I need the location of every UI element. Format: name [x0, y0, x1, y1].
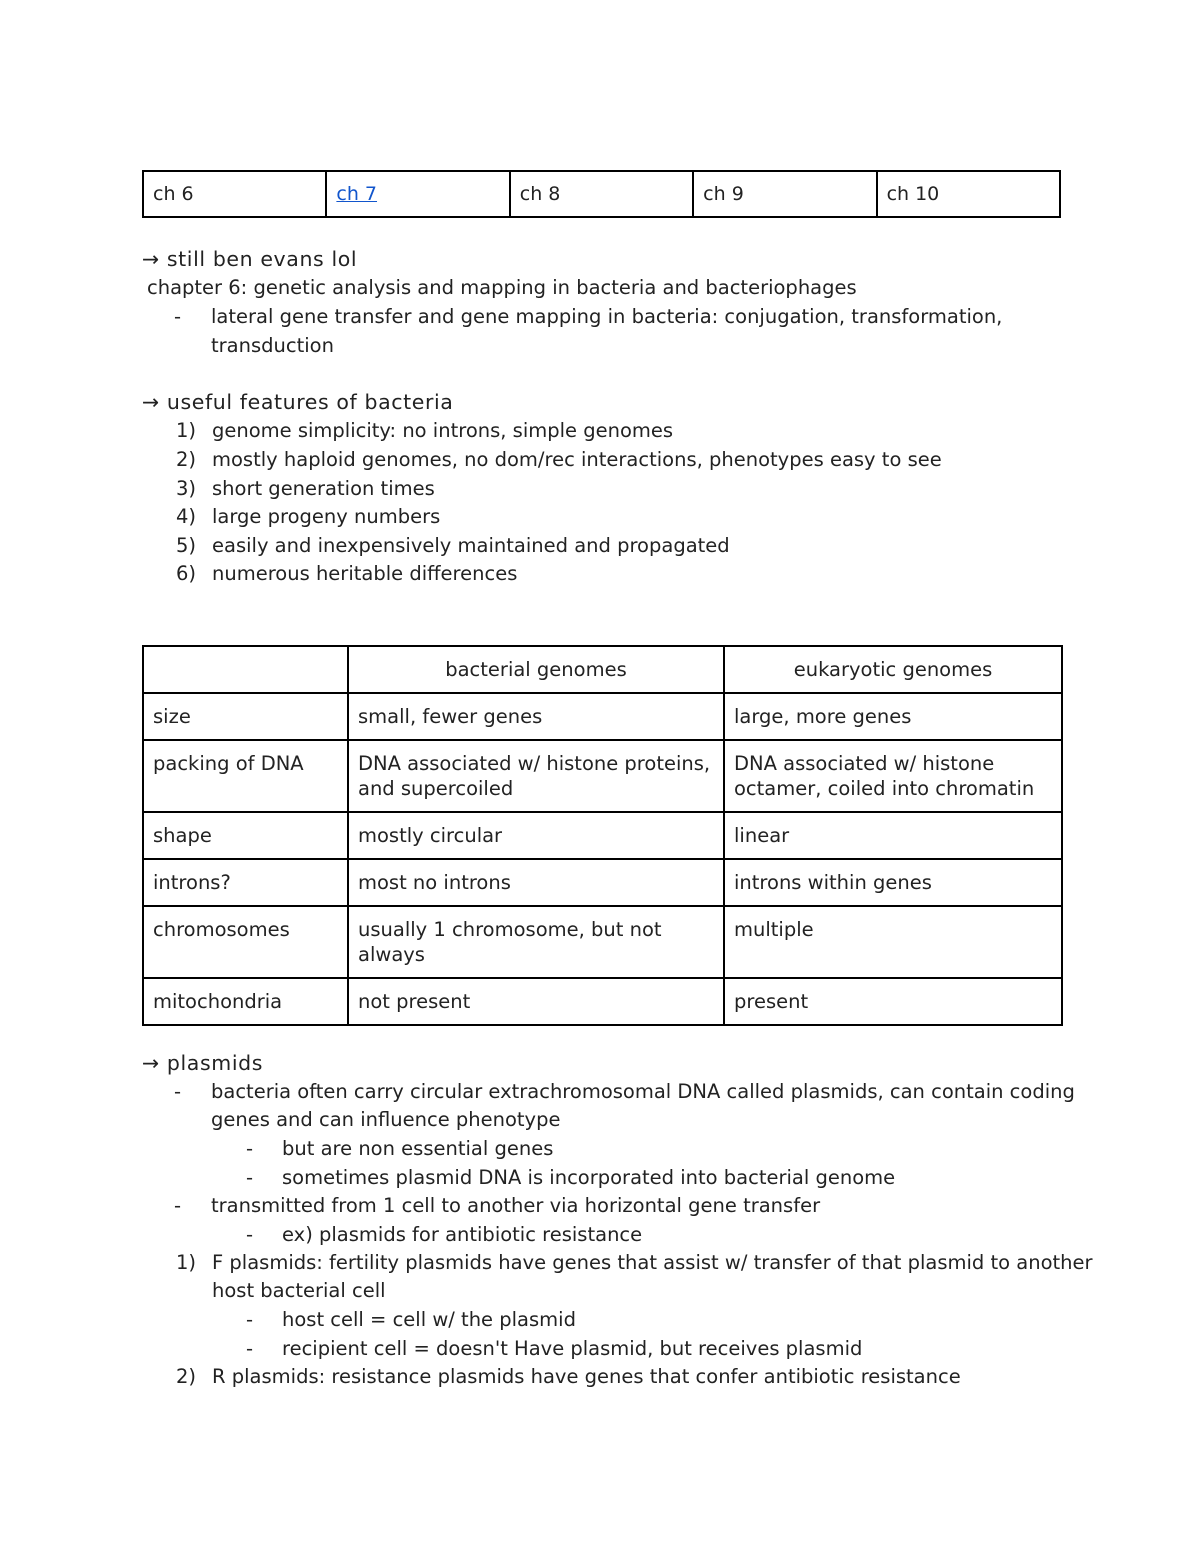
bullet-marker: - [246, 1223, 254, 1246]
table-row [143, 978, 1062, 1025]
plasmid-sub-bullet: host cell = cell w/ the plasmid [282, 1308, 576, 1331]
plasmid-sub-bullet: but are non essential genes [282, 1137, 554, 1160]
r-plasmid-line: R plasmids: resistance plasmids have genes that confer antibiotic resistance [212, 1365, 961, 1388]
f-plasmid-line1: F plasmids: fertility plasmids have genes that assist w/ transfer of that plasmid to another [212, 1251, 1093, 1274]
chapter-label: ch 9 [703, 183, 744, 205]
bullet-marker: - [174, 1080, 182, 1103]
table-row [143, 859, 1062, 906]
bullet-marker: - [174, 305, 182, 328]
plasmid-sub-bullet: ex) plasmids for antibiotic resistance [282, 1223, 643, 1246]
bacterial-cell: mostly circular [348, 812, 724, 859]
bullet-marker: - [174, 1194, 182, 1217]
row-label: mitochondria [143, 978, 348, 1025]
table-row [143, 906, 1062, 978]
chapter-label: ch 8 [519, 183, 561, 205]
chapter-link-ch7[interactable]: ch 7 [336, 183, 378, 205]
chapter-nav-cell-ch10 [877, 171, 1060, 217]
bullet-marker: - [246, 1137, 254, 1160]
intro-heading: → still ben evans lol [142, 247, 358, 271]
feature-item: genome simplicity: no introns, simple genomes [212, 419, 674, 442]
bacterial-cell: most no introns [348, 859, 724, 906]
features-heading: → useful features of bacteria [142, 390, 454, 414]
table-row [143, 812, 1062, 859]
plasmid-bullet1-line1: bacteria often carry circular extrachromosomal DNA called plasmids, can contain coding [211, 1080, 1075, 1103]
chapter-nav-table [142, 170, 1061, 218]
row-label: shape [143, 812, 348, 859]
chapter-label: ch 6 [153, 183, 194, 205]
chapter-nav-row [143, 171, 1060, 217]
list-number: 2) [176, 448, 197, 471]
chapter-nav-cell-ch6 [143, 171, 326, 217]
feature-item: mostly haploid genomes, no dom/rec interactions, phenotypes easy to see [212, 448, 942, 471]
bacterial-cell: not present [348, 978, 724, 1025]
feature-item: numerous heritable differences [212, 562, 518, 585]
chapter-title-line: chapter 6: genetic analysis and mapping in bacteria and bacteriophages [147, 276, 857, 299]
plasmid-bullet1-line2: genes and can influence phenotype [211, 1108, 561, 1131]
bacterial-cell: small, fewer genes [348, 693, 724, 740]
table-row [143, 740, 1062, 812]
chapter-nav-cell-ch8 [510, 171, 693, 217]
row-label: packing of DNA [143, 740, 348, 812]
table-header-row [143, 646, 1062, 693]
eukaryotic-cell: large, more genes [724, 693, 1062, 740]
chapter-nav-cell-ch7[interactable] [326, 171, 509, 217]
eukaryotic-cell: introns within genes [724, 859, 1062, 906]
table-header-bacterial: bacterial genomes [348, 646, 724, 693]
plasmids-heading: → plasmids [142, 1051, 264, 1075]
plasmid-sub-bullet: sometimes plasmid DNA is incorporated into bacterial genome [282, 1166, 896, 1189]
list-number: 2) [176, 1365, 197, 1388]
list-number: 3) [176, 477, 197, 500]
eukaryotic-cell: linear [724, 812, 1062, 859]
list-number: 1) [176, 419, 197, 442]
plasmid-bullet2: transmitted from 1 cell to another via horizontal gene transfer [211, 1194, 821, 1217]
table-header-empty [143, 646, 348, 693]
table-header-eukaryotic: eukaryotic genomes [724, 646, 1062, 693]
f-plasmid-line2: host bacterial cell [212, 1279, 386, 1302]
eukaryotic-cell: present [724, 978, 1062, 1025]
list-number: 4) [176, 505, 197, 528]
bacterial-cell: usually 1 chromosome, but not always [348, 906, 724, 978]
chapter-nav-cell-ch9 [693, 171, 876, 217]
table-row [143, 693, 1062, 740]
row-label: introns? [143, 859, 348, 906]
feature-item: large progeny numbers [212, 505, 441, 528]
feature-item: short generation times [212, 477, 435, 500]
list-number: 6) [176, 562, 197, 585]
row-label: chromosomes [143, 906, 348, 978]
bullet-marker: - [246, 1308, 254, 1331]
feature-item: easily and inexpensively maintained and propagated [212, 534, 730, 557]
intro-bullet-line2: transduction [211, 334, 334, 357]
row-label: size [143, 693, 348, 740]
eukaryotic-cell: multiple [724, 906, 1062, 978]
bullet-marker: - [246, 1337, 254, 1360]
bacterial-cell: DNA associated w/ histone proteins, and supercoiled [348, 740, 724, 812]
plasmid-sub-bullet: recipient cell = doesn't Have plasmid, but receives plasmid [282, 1337, 863, 1360]
genome-comparison-table [142, 645, 1063, 1026]
list-number: 1) [176, 1251, 197, 1274]
intro-bullet-line1: lateral gene transfer and gene mapping in bacteria: conjugation, transformation, [211, 305, 1003, 328]
list-number: 5) [176, 534, 197, 557]
bullet-marker: - [246, 1166, 254, 1189]
chapter-label: ch 10 [886, 183, 940, 205]
eukaryotic-cell: DNA associated w/ histone octamer, coiled into chromatin [724, 740, 1062, 812]
